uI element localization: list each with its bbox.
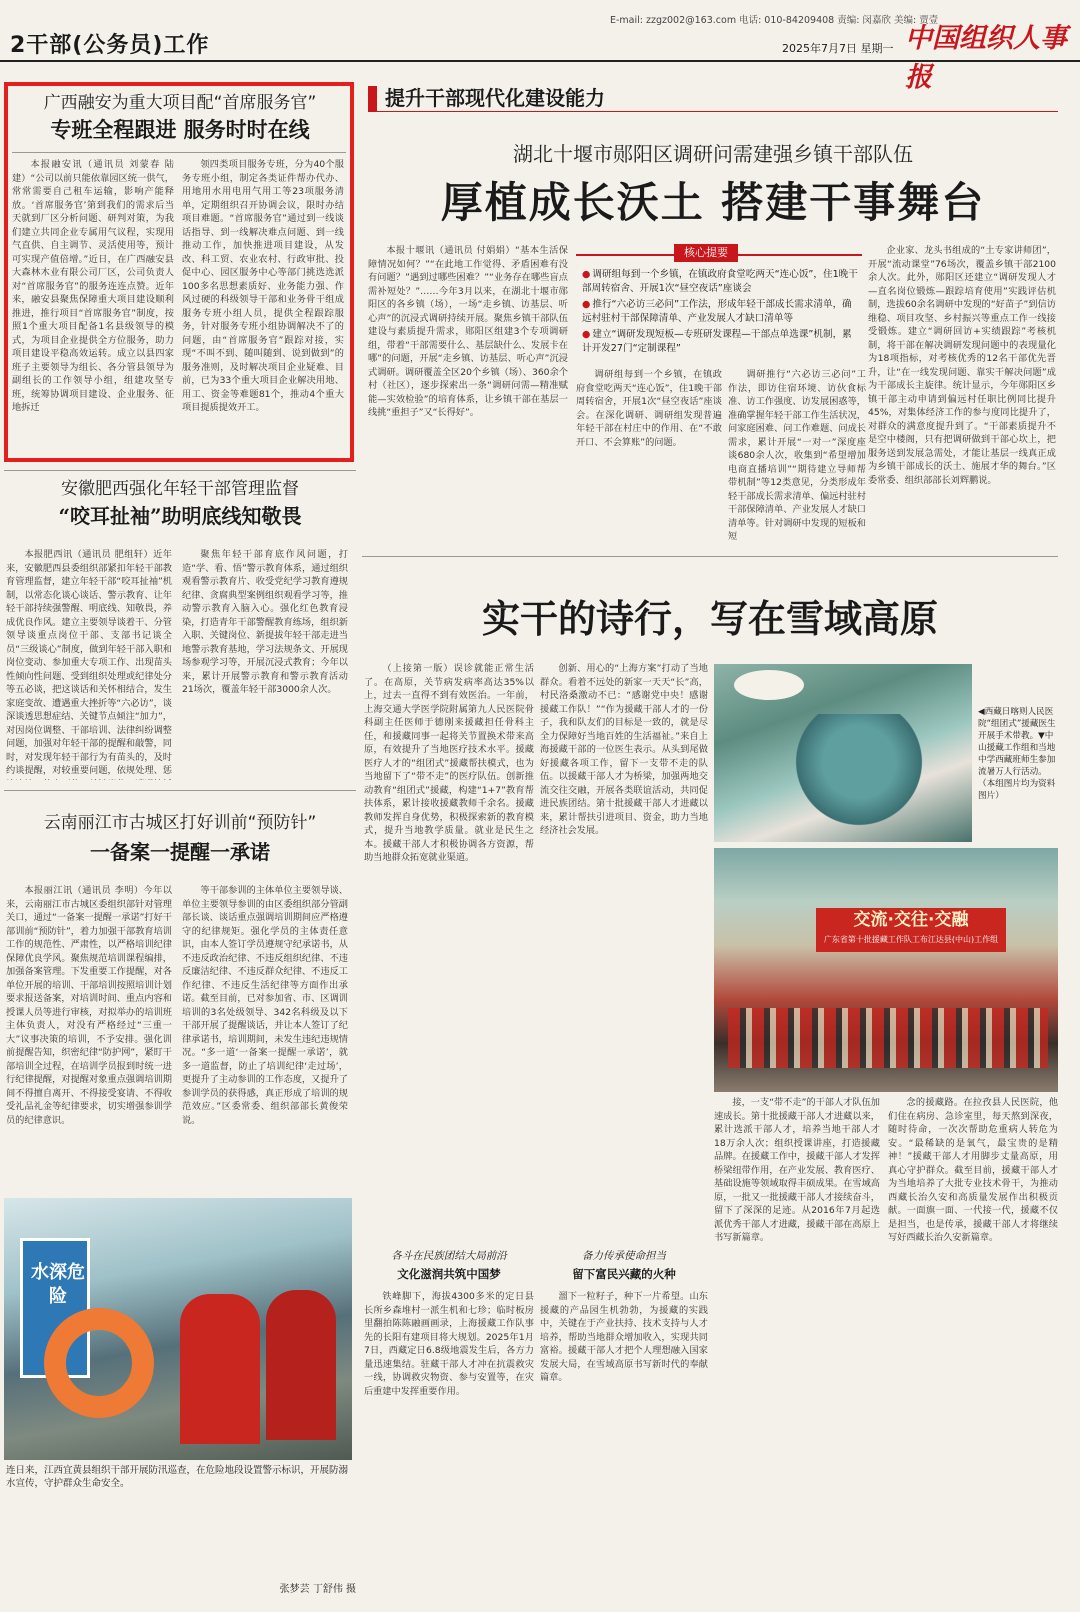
paragraph: 等干部参训的主体单位主要领导谈、单位主要领导参训的由区委组织部分管副部长谈、谈话重点强调培训期间应严格遵守的纪律规矩。强化学员的主体责任意识，由本人签订学员遵规守纪承诺书，从不违反政治纪律、不违反组织纪律、不违反廉洁纪律、不违反群众纪律、不违反工作纪律、不违反生活纪律等方面作出承诺。截至目前，已对参加省、市、区调训培训的3名处级领导、342名科级及以下干部开展了提醒谈话，并让本人签订了纪律承诺书，培训期间，未发生违纪违规情况。“多一道‘一备案一提醒一承诺’，就多一道监督，防止了培训纪律‘走过场’，更提升了主动参训的工作态度，又提升了参训学员的获得感，真正形成了培训的规范效应。”区委常委、组织部部长黄俊荣说。 — [182, 885, 348, 1126]
hubei-kicker: 湖北十堰市郧阳区调研问需建强乡镇干部队伍 — [513, 142, 913, 166]
anhui-kicker: 安徽肥西强化年轻干部管理监督 — [61, 479, 299, 499]
sub1-kicker: 各斗在民族团结大局前沿 — [391, 1250, 507, 1262]
hubei-body-col5 — [868, 244, 1056, 546]
person-figure — [180, 1294, 260, 1444]
divider — [4, 790, 356, 791]
paragraph: 本报肥西讯（通讯员 肥组轩）近年来，安徽肥西县委组织部紧扣年轻干部教育管理监督，建立年轻干部“咬耳扯袖”机制，以常态化谈心谈话、警示教育、让年轻干部持续强警醒、明底线、知敬畏，养成优良作风。建立主要领导谈着干、分管领导谈重点岗位干部、支部书记谈全员“三级谈心”制度，做到年轻干部入职和岗位变动、参加重大专项工作、出现苗头性倾向性问题、受到组织处理或纪律处分等五必谈，把这谈话和关怀相结合，发生家庭变故、遭遇重大挫折等“六必访”，谈深谈透思想症结、关键节点倾注“加力”，对因岗位调整、干部培训、法律纠纷调整问题，加强对年轻干部的提醒和敲警，同时，对发现年轻干部行为有苗头的，及时约谈提醒，对较重要问题，依规处理、惩 — [6, 549, 172, 776]
paragraph: 调研推行“六必访三必问”工作法，即访住宿环境、访伙食标准、访工作强度、访发展困惑等，准确掌握年轻干部工作生活状况，问家庭困难、问工作难题、问成长需求，累计开展“一对一”深度座谈680余人次，收集到“希望增加电商直播培训”“期待建立导师帮带机制”等12类意见，分类形成年轻干部成长需求清单、偏远村驻村干部保障清单、产业发展人才缺口清单等。针对调研中发现的短板和短 — [728, 369, 866, 542]
key-point: ● 调研组每到一个乡镇，在镇政府食堂吃两天“连心饭”，住1晚干部周转宿舍、开展1次“昼空夜话”座谈会 — [582, 268, 858, 296]
divider — [12, 152, 346, 153]
divider — [4, 470, 356, 471]
guangxi-body-left — [12, 158, 174, 456]
life-buoy-icon — [44, 1308, 154, 1418]
guangxi-body-right — [182, 158, 344, 456]
surgical-lamp-icon — [734, 670, 804, 700]
paragraph: 接，一支“带不走”的干部人才队伍加速成长。第十批援藏干部人才进藏以来，累计选派干部人才，培养当地干部人才18万余人次；组织授课讲座，打造援藏品牌。在援藏工作中，援藏干部人才发挥桥梁纽带作用，在产业发展、教育医疗、基础设施等领域取得丰硕成果。在雪域高原，一批又一批援藏干部人才接续奋斗，留下了深深的足迹。从2016年7月起选派优秀干部人才进藏，援藏干部在高原上书写新篇章。 — [714, 1097, 880, 1243]
anhui-body-left — [6, 548, 172, 780]
yunnan-kicker: 云南丽江市古城区打好训前“预防针” — [43, 813, 317, 833]
tibet-right-col — [714, 1096, 880, 1596]
tibet-title: 实干的诗行，写在雪域高原 — [481, 596, 938, 641]
key-points-label: 核心提要 — [674, 244, 738, 262]
paragraph: 创新、用心的“上海方案”打动了当地群众。看着不远处的新家一天天“长”高，村民洛桑激动不已：“感谢党中央！感谢援藏工作队！”“作为援藏干部人才的一份子，我和队友们的目标是一致的，就是尽全力保障好当地百姓的生活福祉。”来自上海援藏干部的一位医生表示。从头到尾做好援藏各项工作，留下一支带不走的队伍。以援藏干部人才为桥梁，加强两地交流交往交融，开展各类联谊活动，共同促进民族团结。第十批援藏干部人才进藏以来，累计帮扶引进项目、资金，助力当地经济社会发展。 — [540, 663, 708, 836]
tibet-lead-col1 — [364, 662, 534, 1242]
yunnan-title: 一备案一提醒一承诺 — [90, 840, 270, 864]
key-point: ● 建立“调研发现短板—专班研发课程—干部点单选课”机制，累计开发27门“定制课程” — [582, 328, 858, 356]
contact-line: E-mail: zzgz002@163.com 电话: 010-84209408 责编: 闵嘉欣 美编: 贾壹 — [610, 15, 939, 26]
paragraph: 溜下一粒籽子，种下一片希望。山东援藏的产品园生机勃勃，为援藏的实践中，关键在于产业扶持、技术支持与人才培养，帮助当地群众增加收入，实现共同富裕。援藏干部人才把个人理想融入国家发展大局，在雪域高原书写新时代的奉献篇章。 — [540, 1291, 708, 1383]
paragraph: 本报十堰讯（通讯员 付娟娟）“基本生活保障情况如何？”“在此地工作觉得、矛盾困难有没有问题？”遇到过哪些困难？”“业务存在哪些盲点需补短处？”……今年3月以来，在湖北十堰市郧阳区的各乡镇（场），一场“走乡镇、访基层、听心声”的沉浸式调研持续开展。聚焦乡镇干部队伍建设与素质提升需求，郧阳区组建3个专项调研组，带着“干部需要什么、基层缺什么、发展卡在哪”的问题，开展“走乡镇、访基层、听心声”沉浸式调研。调研覆盖全区20个乡镇（场）、360余个村（社区），逐步探索出一条“调研问需—精准赋能—实效检验”的培育体系，让乡镇干部在基层一线挑“重担子”又“长得好”。 — [368, 245, 568, 418]
hubei-title: 厚植成长沃土 搭建干事舞台 — [440, 178, 986, 227]
page-label: 2干部(公务员)工作 — [10, 33, 210, 58]
person-figure — [266, 1290, 336, 1440]
warning-sign-text: 水深危险 — [31, 1262, 85, 1307]
paragraph: 调研组每到一个乡镇，在镇政府食堂吃两天“连心饭”，住1晚干部周转宿舍，开展1次“昼空夜话”座谈会。在深化调研、调研组发现普遍年轻干部在村庄中的作用、在“不敢开口、不会算账”的问题。 — [576, 369, 722, 448]
tibet-far-col — [888, 1096, 1058, 1596]
hubei-body-col1 — [368, 244, 568, 546]
surgery-photo — [714, 664, 972, 842]
anhui-title: “咬耳扯袖”助明底线知敬畏 — [58, 504, 302, 528]
paragraph: 领四类项目服务专班，分为40个服务专班小组，制定各类证件帮办代办、用地用水用电用气用工等23项服务清单，定期组织召开协调会议，限时办结项目难题。“首席服务官”通过到一线谈话指导、到一线解决难点问题、到一线推动工作，加快推进项目建设，从发改、科工贸、农业农村、行政审批、投促中心、园区服务中心等部门挑选选派100多名思想素质好、业务能力强、作风过硬的科级领导干部和业务骨干组成服务专班小组人员，提供全程跟踪服务，针对服务专班小组协调解决不了的问题，由“首席服务官”跟踪对接，实现“不叫不到、随叫随到、说到做到”的服务准则，及时解决项目企业疑难、目前，已为33个重大项目企业解决用地、用工、资金等难题81个，推动4个重大项目提质提效开工。 — [182, 159, 344, 413]
surgeons-figure — [784, 714, 934, 834]
paragraph: 本报丽江讯（通讯员 李明）今年以来，云南丽江市古城区委组织部针对管理关口，通过“一备案一提醒一承诺”打好干部训前“预防针”，着力加强干部教育培训工作的规范性、严肃性，以严格培训纪律保障优良学风。聚焦规范培训课程编排，加强备案管理。下发重要工作提醒，对各单位开展的培训、干部培训按照培训计划要求报送备案，对培训时间、重点内容和授课人员等进行审核，对拟举办的培训班主体负责人，对没有严格经过“三重一大”议事决策的培训，不予安排。强化训前提醒告知，织密纪律“防护网”，紧盯干部培训全过程，在培训学员报到时统一进行纪律提醒，对提醒对象重点强调培训期间不得擅自离开、不得接受宴请、不得收受礼品礼金等纪律要求，切实增强参训学员的纪律意识。 — [6, 885, 172, 1126]
sub2-kicker: 备力传承使命担当 — [582, 1250, 666, 1262]
flood-patrol-photo — [4, 1198, 352, 1460]
sub1-title: 文化滋润共筑中国梦 — [397, 1267, 501, 1281]
tibet-lead-col2 — [540, 662, 708, 1242]
banner-subtext: 广东省第十批援藏工作队工布江达县(中山)工作组 — [823, 935, 999, 944]
hubei-body-col3 — [728, 368, 866, 546]
divider — [362, 556, 1058, 557]
crowd-figure — [728, 1008, 1048, 1068]
banner-text: 交流·交往·交融 — [816, 908, 1006, 952]
sub1-body — [364, 1290, 534, 1596]
anhui-body-right — [182, 548, 348, 780]
section-banner: 提升干部现代化建设能力 — [368, 86, 1058, 112]
paragraph: 本报融安讯（通讯员 刘蒙春 陆建）“公司以前只能依靠园区统一供气，常常需要自己租车运输，影响产能释放。‘首席服务官’第到我们的需求后当天就到厂区分析问题、研判对策，为我们建立共同企业专属用气议程，实现用气直供、自主调节、灵活使用等，预计可实现产值倍增。”近日，在广西融安县大森林木业有限公司厂区，公司负责人对“首席服务官”的服务连连点赞。近年来，融安县聚焦保障重大项目建设顺利推进，推行项目“首席服务官”制度，按照1个重大项目配备1名县级领导的模式，为项目企业提供全方位服务，助力项目建设平稳高效运转。成立以县四家班子主要领导为组长、各分管县领导为副组长的工作领导小组，组建攻坚专班，统筹协调项目建设、企业服务、征地拆迁 — [12, 159, 174, 413]
paragraph: 念的援藏路。在拉孜县人民医院，他们住在病房、急诊室里，每天熬到深夜，随时待命，一次次帮助危重病人转危为安。“最稀缺的是氧气，最宝贵的是精神！”援藏干部人才用脚步丈量高原，用真心守护群众。截至目前，援藏干部人才为当地培养了大批专业技术骨干，为推动西藏长治久安和高质量发展作出积极贡献。一面旗一面、一代接一代，援藏不仅是担当，也是传承，援藏干部人才将继续写好西藏长治久安新篇章。 — [888, 1097, 1058, 1243]
paper-logo: 中国组织人事报 — [905, 23, 1067, 93]
page-header — [0, 0, 1080, 93]
yunnan-body-right — [182, 884, 348, 1172]
sub2-title: 留下富民兴藏的火种 — [572, 1267, 676, 1281]
yunnan-body-left — [6, 884, 172, 1172]
group-banner-photo — [714, 848, 1058, 1092]
paragraph: 企业家、龙头书组成的“土专家讲师团”，开展“流动课堂”76场次，覆盖乡镇干部2100余人次。此外，郧阳区还建立“调研发现人才—直名岗位锻炼—跟踪培育使用”实践评估机制，选拔60余名调研中发现的“好苗子”到信访维稳、项目攻坚、乡村振兴等重点工作一线接受锻炼。建立“调研回访+实绩跟踪”考核机制，将干部在解决调研发现问题中的表现量化为18项指标，对考核优秀的12名干部优先晋升，让“在一线发现问题、靠实干解决问题”成为干部成长主旋律。统计显示，今年郧阳区乡镇干部主动申请到偏远村任职比例同比提升45%，对集体经济工作的参与度同比提升了，对群众的满意度提升到了。“干部素质提升不是空中楼阁，只有把调研做到干部心坎上，把服务送到发展急需处，才能让基层一线真正成为乡镇干部成长的沃土、施展才华的舞台。”区委常委、组织部部长刘辉鹏说。 — [868, 245, 1056, 486]
paragraph: （上接第一版）误诊就能正常生活了。在高原，关节病发病率高达35%以上，过去一直得不到有效医治。一年前，上海交通大学医学院附属第九人民医院骨科副主任医师于德刚来援藏担任骨科主任，和援藏同事一起将关节置换术带来高原，有效提升了当地医疗技术水平。援藏医疗人才的“组团式”援藏帮扶模式，也为当地留下了“带不走”的医疗队伍。创新推动教育“组团式”援藏，构建“1+7”教育帮扶体系，累计接收援藏教师千余名。援藏教师发挥自身优势，积极探索新的教育模式，提升当地教学质量。就业是民生之本。援藏干部人才积极协调各方资源，帮助当地群众拓宽就业渠道。 — [364, 663, 534, 863]
issue-date: 2025年7月7日 星期一 — [782, 42, 894, 55]
paragraph: 聚焦年轻干部育底作风问题，打造“学、看、悟”警示教育体系，通过组织观看警示教育片、收受党纪学习教育遵规纪律、贪腐典型案例组织观看学习等，推动警示教育入脑入心。强化红色教育浸染，打造青年干部警醒教育练场，组织新入职、关键岗位、新提拔年轻干部走进当地警示教育基地，学习法规条文、开展现场参观学习等，开展沉浸式教育；今年以来，累计开展警示教育和警示教育活动21场次，覆盖年轻干部3000余人次。 — [182, 549, 348, 695]
key-point: ● 推行“六必访三必问”工作法，形成年轻干部成长需求清单，确远村驻村干部保障清单、产业发展人才缺口清单等 — [582, 298, 858, 326]
bottom-photo-caption: 连日来，江西宜黄县组织干部开展防汛巡查，在危险地段设置警示标识，开展防溺水宣传，守护群众生命安全。 — [6, 1465, 349, 1489]
photo-caption-right: ◀西藏日喀则人民医院“组团式”援藏医生开展手术带教。▼中山援藏工作组和当地中学西藏班师生参加流暑万人行活动。（本组图片均为资料图片） — [978, 707, 1056, 801]
paragraph: 铁峰脚下，海拔4300多米的定日县长所乡森堆村一派生机和七珍；临时板房里翻拍陈陈融画画录，上海援藏工作队事先的长阳有建项目将大规划。2025年1月7日，西藏定日6.8级地震发生后，各方力量迅速集结。驻藏干部人才冲在抗震救灾一线，协调救灾物资、参与安置等，在灾后重建中发挥重要作用。 — [364, 1291, 534, 1397]
sub2-body — [540, 1290, 708, 1596]
guangxi-title: 专班全程跟进 服务时时在线 — [50, 117, 310, 142]
hubei-body-col2 — [576, 368, 722, 546]
guangxi-kicker: 广西融安为重大项目配“首席服务官” — [43, 93, 317, 113]
key-points-list — [582, 268, 858, 358]
photographer-credit: 张梦芸 丁舒伟 摄 — [279, 1584, 356, 1595]
